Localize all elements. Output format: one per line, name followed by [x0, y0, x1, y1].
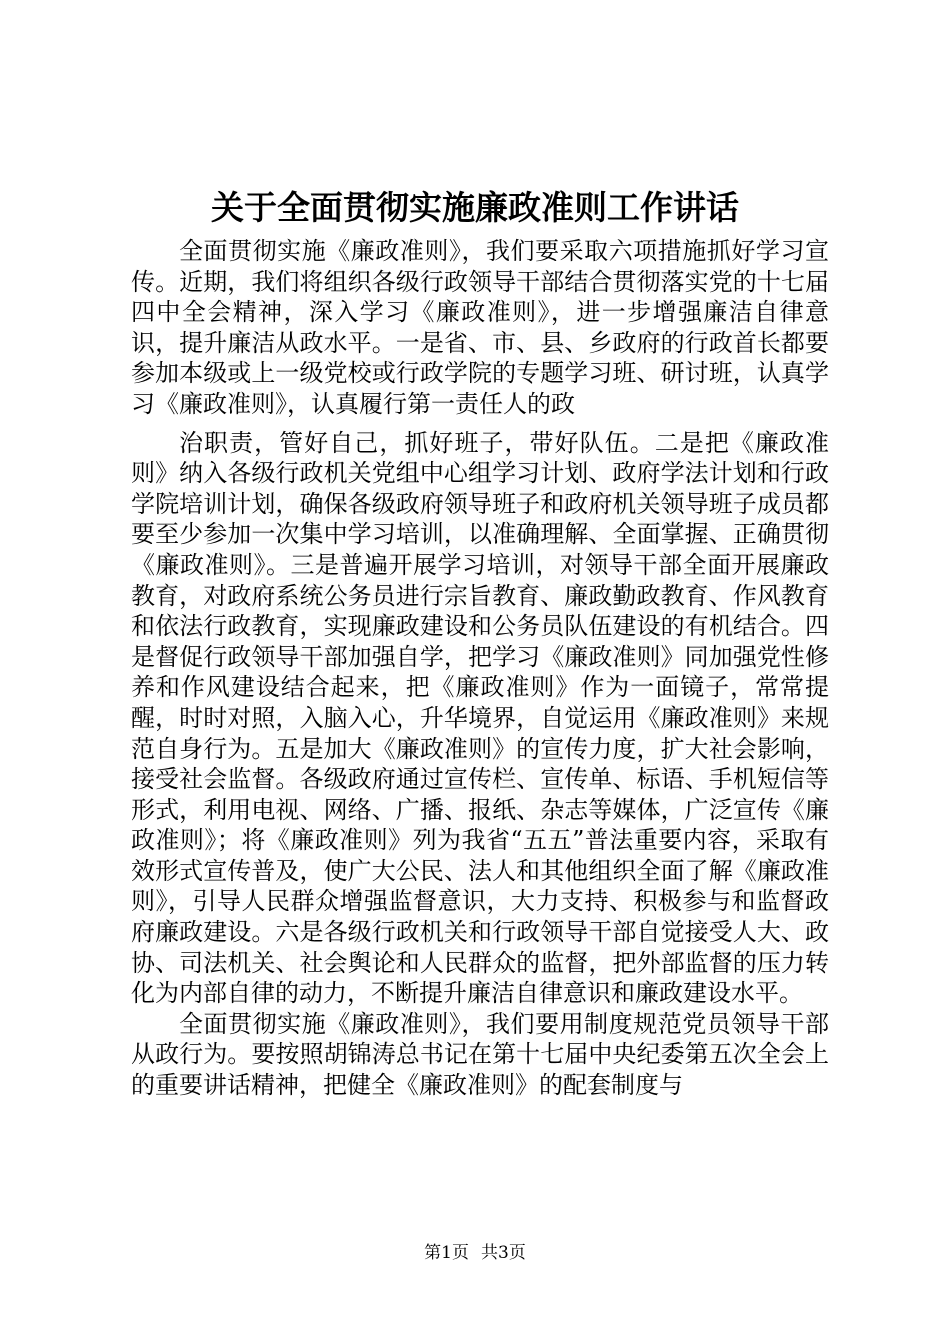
document-title: 关于全面贯彻实施廉政准则工作讲话 — [211, 188, 739, 227]
page-footer — [0, 1241, 950, 1265]
paragraph-2: 治职责，管好自己，抓好班子，带好队伍。二是把《廉政准则》纳入各级行政机关党组中心组学习计划、政府学法计划和行政学院培训计划，确保各级政府领导班子和政府机关领导班子成员都要至少参加一次集中学习培训，以准确理解、全面掌握、正确贯彻《廉政准则》。三是普遍开展学习培训，对领导干部全面开展廉政教育，对政府系统公务员进行宗旨教育、廉政勤政教育、作风教育和依法行政教育，实现廉政建设和公务员队伍建设的有机结合。四是督促行政领导干部加强自学，把学习《廉政准则》同加强党性修养和作风建设结合起来，把《廉政准则》作为一面镜子，常常提醒，时时对照，入脑入心，升华境界，自觉运用《廉政准则》来规范自身行为。五是加大《廉政准则》的宣传力度，扩大社会影响，接受社会监督。各级政府通过宣传栏、宣传单、标语、手机短信等形式，利用电视、网络、广播、报纸、杂志等媒体，广泛宣传《廉政准则》；将《廉政准则》列为我省“五五”普法重要内容，采取有效形式宣传普及，使广大公民、法人和其他组织全面了解《廉政准则》，引导人民群众增强监督意识，大力支持、积极参与和监督政府廉政建设。六是各级行政机关和行政领导干部自觉接受人大、政协、司法机关、社会舆论和人民群众的监督，把外部监督的压力转化为内部自律的动力，不断提升廉洁自律意识和廉政建设水平。 — [131, 428, 829, 1008]
page-total: 共3页 — [481, 1243, 526, 1263]
paragraph-3: 全面贯彻实施《廉政准则》，我们要用制度规范党员领导干部从政行为。要按照胡锦涛总书记在第十七届中央纪委第五次全会上的重要讲话精神，把健全《廉政准则》的配套制度与 — [131, 1009, 829, 1100]
page-number: 第1页 — [424, 1243, 469, 1263]
paragraph-1: 全面贯彻实施《廉政准则》，我们要采取六项措施抓好学习宣传。近期，我们将组织各级行政领导干部结合贯彻落实党的十七届四中全会精神，深入学习《廉政准则》，进一步增强廉洁自律意识，提升廉洁从政水平。一是省、市、县、乡政府的行政首长都要参加本级或上一级党校或行政学院的专题学习班、研讨班，认真学习《廉政准则》，认真履行第一责任人的政 — [131, 237, 829, 418]
document-body — [131, 236, 829, 1101]
